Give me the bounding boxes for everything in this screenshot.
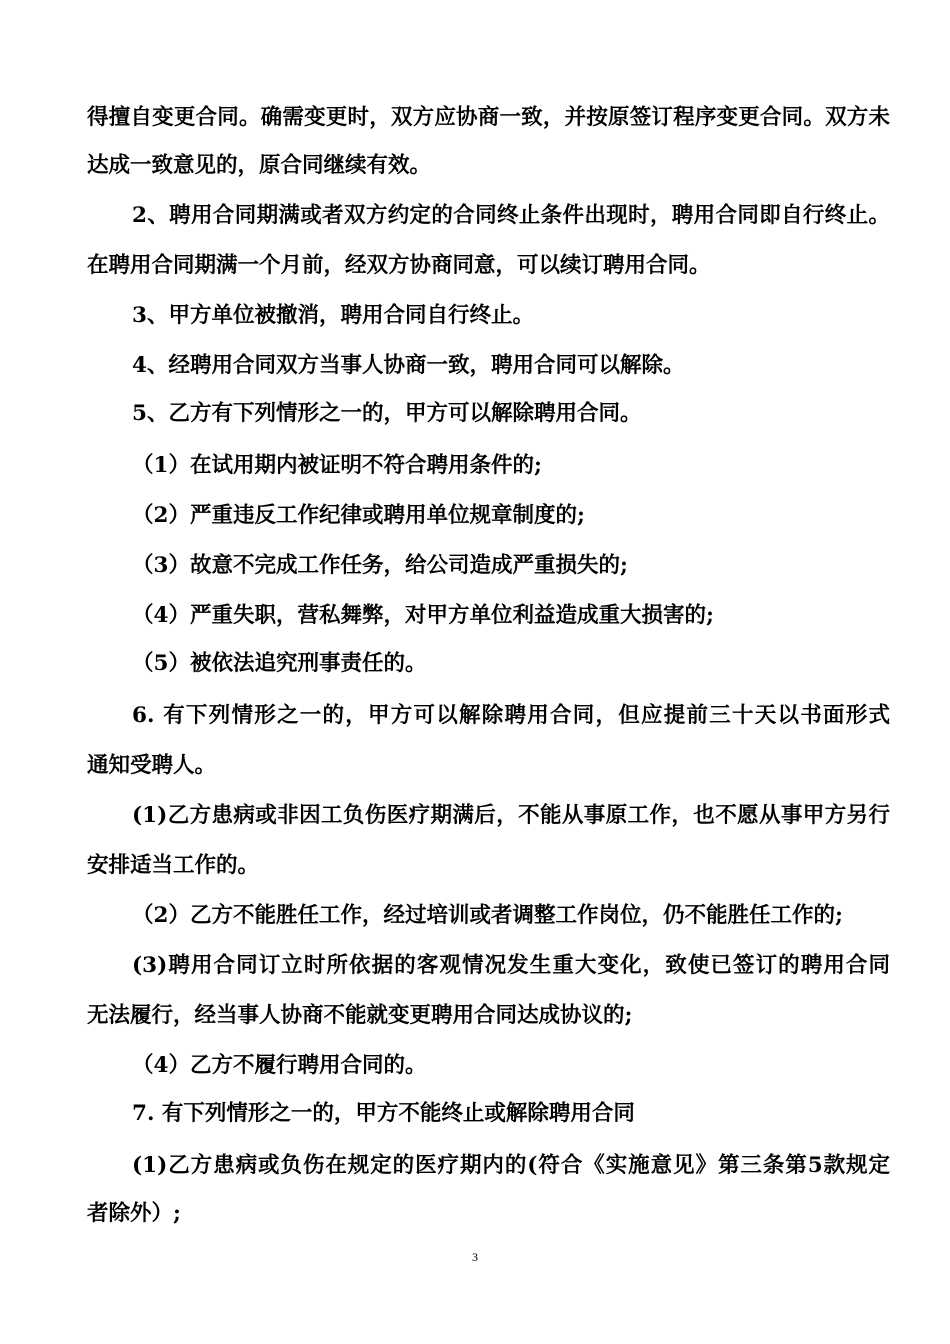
text-line: （3）故意不完成工作任务，给公司造成严重损失的; [132, 553, 628, 578]
text-line: （5）被依法追究刑事责任的。 [132, 651, 427, 676]
text-line: 7. 有下列情形之一的，甲方不能终止或解除聘用合同 [132, 1101, 635, 1126]
text-line: （2）乙方不能胜任工作，经过培训或者调整工作岗位，仍不能胜任工作的; [132, 903, 843, 928]
text-line: 无法履行，经当事人协商不能就变更聘用合同达成协议的; [87, 1003, 633, 1028]
page-number: 3 [472, 1250, 478, 1264]
text-line: 得擅自变更合同。确需变更时，双方应协商一致，并按原签订程序变更合同。双方未 [87, 105, 890, 130]
text-line: 通知受聘人。 [87, 753, 217, 778]
text-line: (3)聘用合同订立时所依据的客观情况发生重大变化，致使已签订的聘用合同 [132, 953, 890, 978]
text-line: 6. 有下列情形之一的，甲方可以解除聘用合同，但应提前三十天以书面形式 [132, 703, 890, 728]
text-line: （4）乙方不履行聘用合同的。 [132, 1053, 427, 1078]
text-line: (1)乙方患病或非因工负伤医疗期满后，不能从事原工作，也不愿从事甲方另行 [132, 803, 890, 828]
text-line: （1）在试用期内被证明不符合聘用条件的; [132, 453, 542, 478]
text-line: 达成一致意见的，原合同继续有效。 [87, 153, 432, 178]
text-line: (1)乙方患病或负伤在规定的医疗期内的(符合《实施意见》第三条第5款规定 [132, 1153, 890, 1178]
text-line: 者除外）; [87, 1201, 181, 1226]
text-line: （4）严重失职，营私舞弊，对甲方单位利益造成重大损害的; [132, 603, 714, 628]
text-line: 2、聘用合同期满或者双方约定的合同终止条件出现时，聘用合同即自行终止。 [132, 203, 890, 228]
text-line: 在聘用合同期满一个月前，经双方协商同意，可以续订聘用合同。 [87, 253, 711, 278]
text-line: 安排适当工作的。 [87, 853, 260, 878]
text-line: 4、经聘用合同双方当事人协商一致，聘用合同可以解除。 [132, 353, 685, 378]
text-line: 3、甲方单位被撤消，聘用合同自行终止。 [132, 303, 534, 328]
text-line: （2）严重违反工作纪律或聘用单位规章制度的; [132, 503, 585, 528]
text-line: 5、乙方有下列情形之一的，甲方可以解除聘用合同。 [132, 401, 642, 426]
